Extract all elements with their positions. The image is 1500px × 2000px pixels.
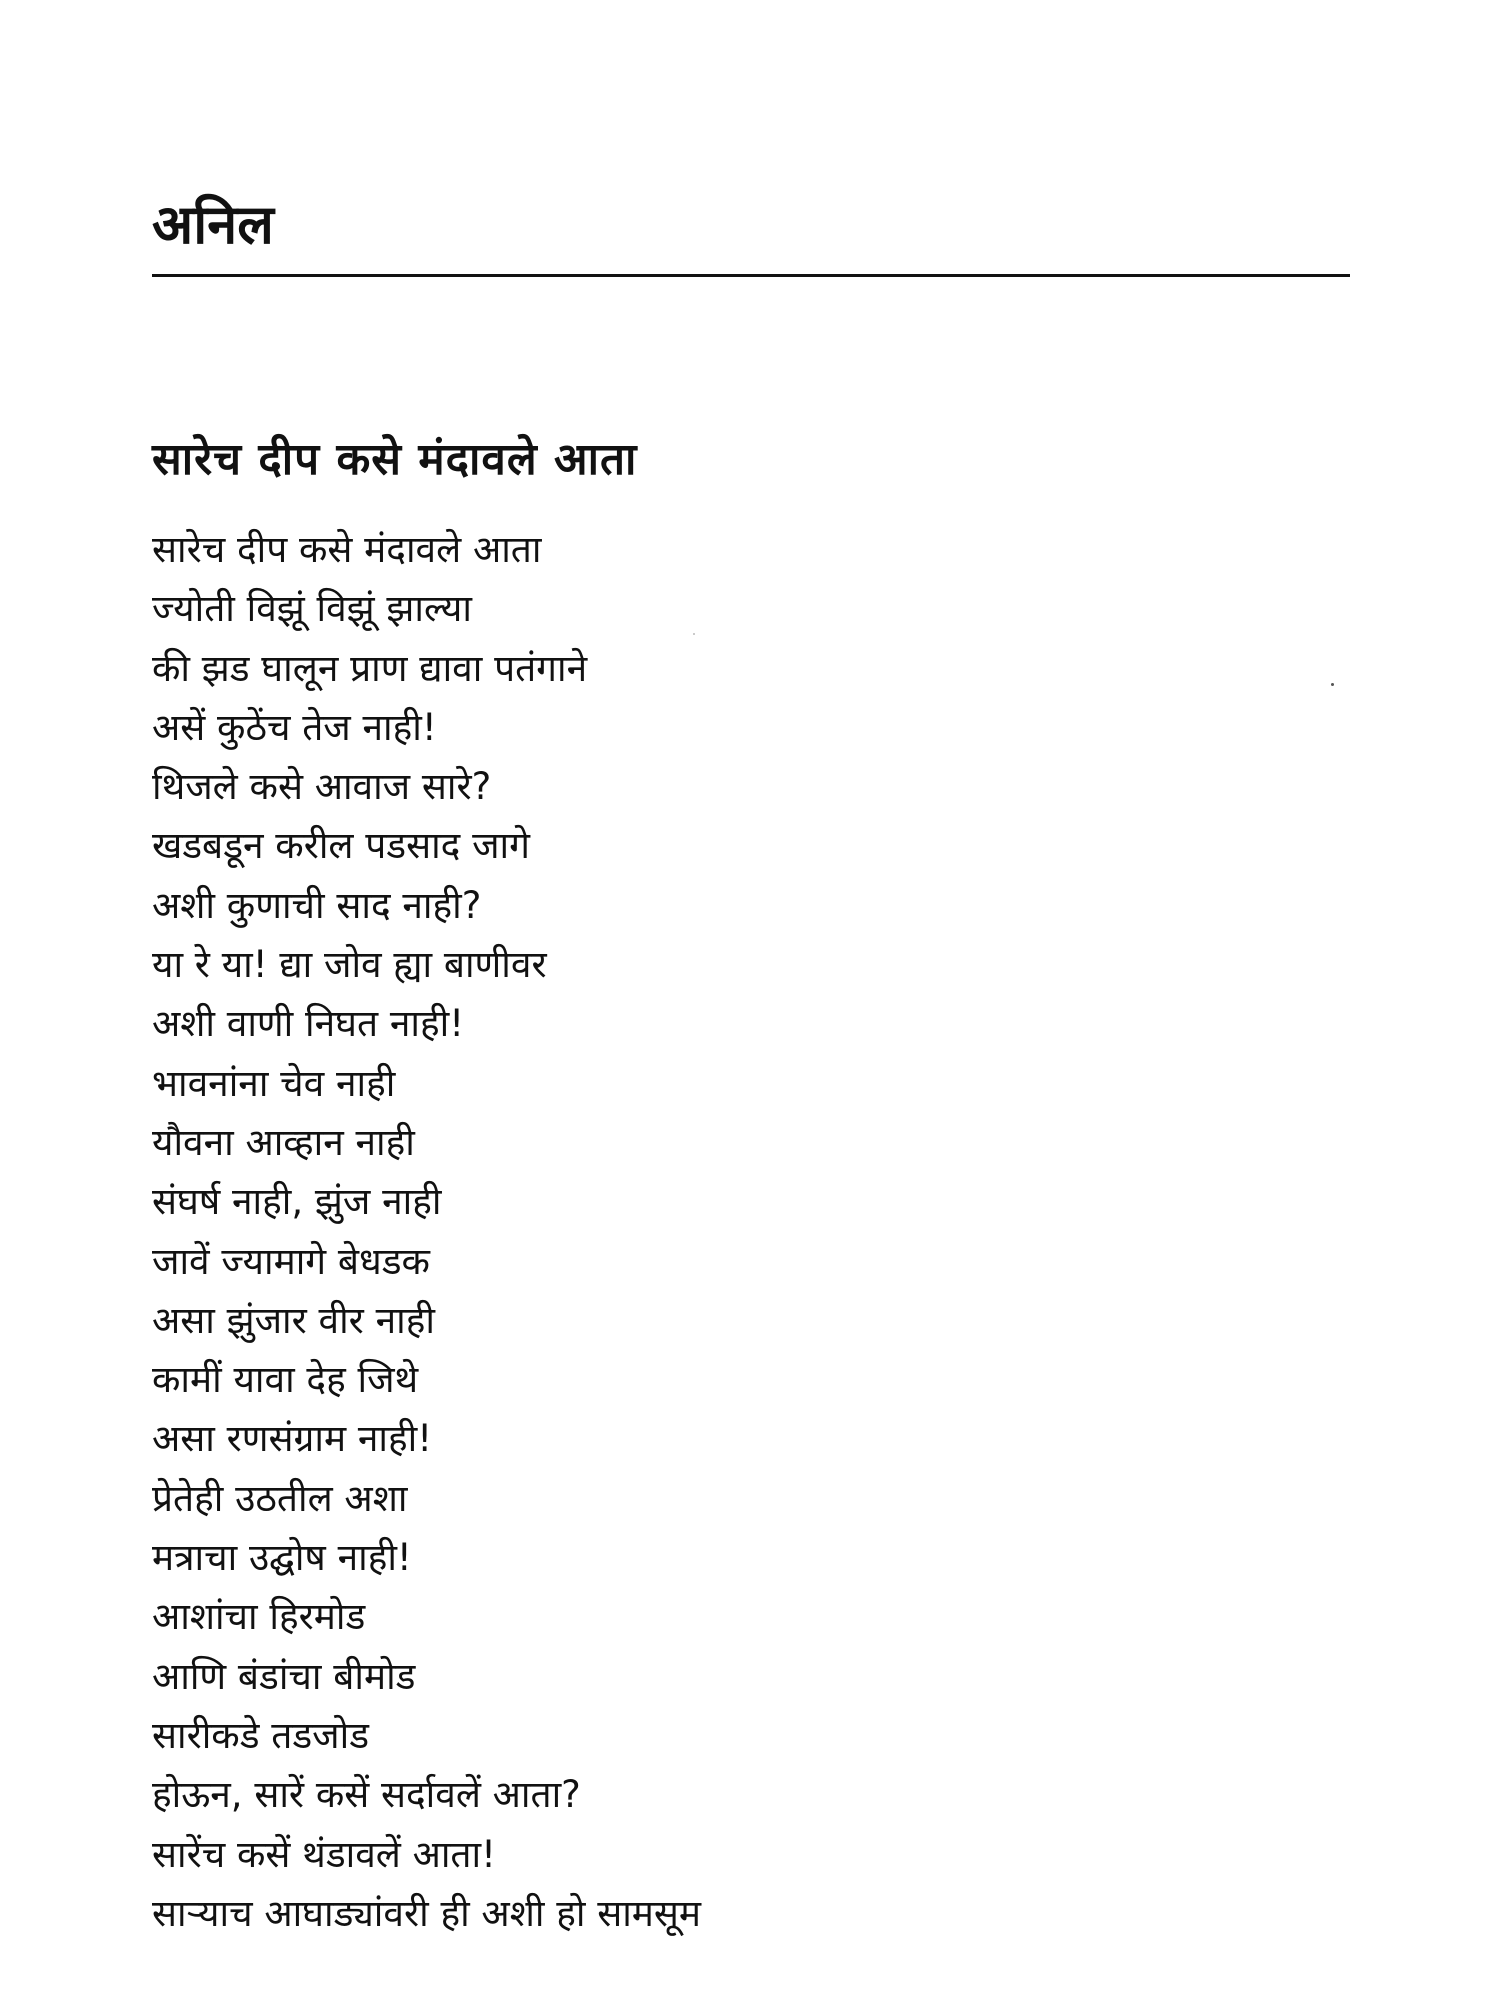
poem-line: सारेच दीप कसे मंदावले आता bbox=[152, 528, 542, 571]
poem-line: थिजले कसे आवाज सारे? bbox=[152, 765, 492, 809]
poem-line: आशांचा हिरमोड bbox=[152, 1595, 366, 1639]
poem-line: असा रणसंग्राम नाही! bbox=[152, 1417, 433, 1461]
poem-body bbox=[152, 520, 701, 1943]
heading-divider bbox=[152, 274, 1350, 277]
poem-line: आणि बंडांचा बीमोड bbox=[152, 1654, 416, 1698]
poem-line: असा झुंजार वीर नाही bbox=[152, 1298, 435, 1342]
poem-line: की झड घालून प्राण द्यावा पतंगाने bbox=[152, 646, 588, 690]
poem-title: सारेच दीप कसे मंदावले आता bbox=[152, 434, 638, 485]
poem-line: प्रेतेही उठतील अशा bbox=[152, 1476, 408, 1520]
poem-line: जावें ज्यामागे बेधडक bbox=[152, 1239, 430, 1283]
poem-line: होऊन, सारें कसें सर्दावलें आता? bbox=[152, 1773, 581, 1817]
poem-line: सारीकडे तडजोड bbox=[152, 1713, 369, 1757]
poem-line: अशी कुणाची साद नाही? bbox=[152, 883, 482, 927]
poem-line: अशी वाणी निघत नाही! bbox=[152, 1002, 465, 1046]
poem-line: संघर्ष नाही, झुंज नाही bbox=[152, 1180, 442, 1224]
poem-line: ज्योती विझूं विझूं झाल्या bbox=[152, 587, 472, 631]
poem-line: सारेंच कसें थंडावलें आता! bbox=[152, 1832, 496, 1876]
scan-speck bbox=[693, 633, 695, 635]
poem-line: खडबडून करील पडसाद जागे bbox=[152, 824, 530, 868]
poem-line: या रे या! द्या जोव ह्या बाणीवर bbox=[152, 943, 547, 987]
poem-line: भावनांना चेव नाही bbox=[152, 1061, 396, 1105]
scan-speck bbox=[1331, 683, 1334, 686]
poem-line: यौवना आव्हान नाही bbox=[152, 1120, 415, 1164]
poem-line: कामीं यावा देह जिथे bbox=[152, 1358, 419, 1402]
author-heading: अनिल bbox=[152, 193, 274, 256]
poem-line: मत्राचा उद्घोष नाही! bbox=[152, 1536, 412, 1580]
poem-line: साऱ्याच आघाड्यांवरी ही अशी हो सामसूम bbox=[152, 1891, 702, 1935]
poem-line: असें कुठेंच तेज नाही! bbox=[152, 705, 437, 749]
